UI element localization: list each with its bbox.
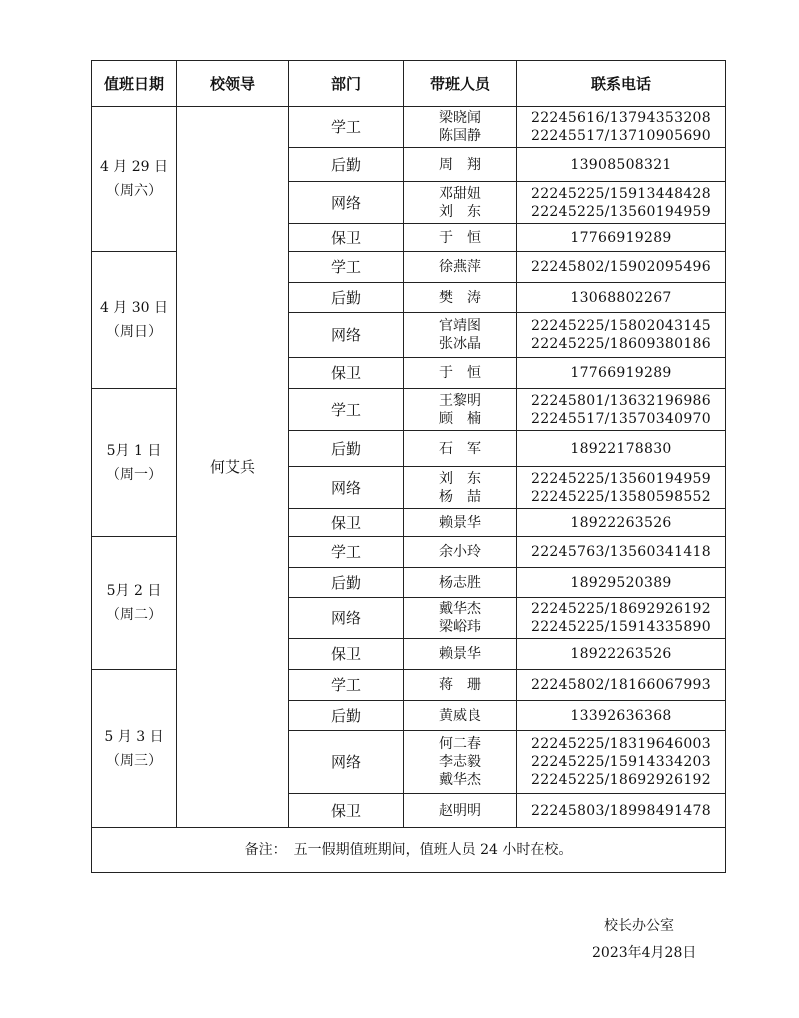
duty-staff-cell (404, 313, 517, 358)
contact-phone: 22245225/18692926192 (531, 772, 711, 788)
contact-phone: 22245225/13560194959 (531, 203, 711, 220)
duty-staff-cell (404, 731, 517, 794)
contact-phone-cell (517, 389, 726, 431)
department: 学工 (289, 107, 404, 148)
duty-staff-cell (404, 509, 517, 537)
department: 学工 (289, 670, 404, 701)
header-dept: 部门 (289, 61, 404, 107)
duty-staff-name: 樊 涛 (439, 289, 481, 306)
contact-phone: 22245517/13710905690 (531, 128, 711, 144)
duty-date: 4 月 29 日 (99, 159, 169, 175)
school-leader: 何艾兵 (177, 107, 289, 828)
contact-phone: 22245225/15914335890 (531, 619, 711, 635)
department: 学工 (289, 537, 404, 568)
contact-phone: 22245225/15913448428 (531, 185, 711, 202)
duty-date-cell (92, 389, 177, 537)
contact-phone-cell (517, 701, 726, 731)
department: 学工 (289, 252, 404, 283)
duty-staff-name: 顾 楠 (439, 410, 481, 427)
contact-phone-cell (517, 148, 726, 182)
department: 保卫 (289, 639, 404, 670)
contact-phone-cell (517, 670, 726, 701)
duty-staff-cell (404, 794, 517, 828)
contact-phone: 22245803/18998491478 (531, 802, 711, 819)
contact-phone-cell (517, 252, 726, 283)
header-leader: 校领导 (177, 61, 289, 107)
contact-phone: 22245225/15914334203 (531, 754, 711, 770)
contact-phone-cell (517, 358, 726, 389)
department: 网络 (289, 467, 404, 509)
duty-staff-name: 张冰晶 (439, 336, 481, 352)
contact-phone: 18922263526 (570, 514, 672, 531)
contact-phone: 22245801/13632196986 (531, 392, 711, 409)
contact-phone: 22245225/18609380186 (531, 336, 711, 352)
contact-phone: 22245225/15802043145 (531, 318, 711, 334)
table-header-row (92, 61, 726, 107)
duty-date-cell (92, 670, 177, 828)
department: 后勤 (289, 431, 404, 467)
remark-row (92, 828, 726, 873)
duty-staff-name: 杨志胜 (439, 574, 481, 591)
header-date: 值班日期 (92, 61, 177, 107)
duty-staff-name: 赖景华 (439, 646, 481, 662)
duty-staff-name: 梁晓闻 (439, 110, 481, 126)
duty-staff-cell (404, 701, 517, 731)
duty-staff-cell (404, 431, 517, 467)
header-phone: 联系电话 (517, 61, 726, 107)
duty-staff-cell (404, 670, 517, 701)
duty-staff-cell (404, 537, 517, 568)
contact-phone: 13392636368 (570, 707, 672, 724)
duty-staff-cell (404, 568, 517, 598)
duty-staff-name: 李志毅 (439, 754, 481, 770)
department: 后勤 (289, 148, 404, 182)
contact-phone: 17766919289 (570, 229, 672, 246)
contact-phone: 22245763/13560341418 (531, 544, 711, 560)
duty-staff-name: 余小玲 (439, 544, 481, 560)
contact-phone-cell (517, 182, 726, 224)
duty-weekday: （周三） (106, 752, 162, 769)
duty-date: 4 月 30 日 (99, 300, 169, 316)
duty-staff-cell (404, 598, 517, 639)
duty-staff-name: 王黎明 (439, 392, 481, 409)
contact-phone-cell (517, 537, 726, 568)
header-staff: 带班人员 (404, 61, 517, 107)
table-body (92, 107, 726, 828)
duty-staff-name: 石 军 (439, 440, 481, 457)
contact-phone-cell (517, 568, 726, 598)
department: 保卫 (289, 509, 404, 537)
duty-staff-cell (404, 639, 517, 670)
contact-phone: 22245225/18692926192 (531, 601, 711, 617)
duty-staff-name: 赖景华 (439, 514, 481, 531)
duty-staff-name: 于 恒 (439, 229, 481, 246)
contact-phone: 22245225/13580598552 (531, 488, 711, 505)
contact-phone-cell (517, 598, 726, 639)
issuing-office: 校长办公室 (604, 918, 674, 934)
contact-phone: 22245802/18166067993 (531, 677, 711, 693)
contact-phone: 13068802267 (570, 289, 672, 306)
contact-phone: 22245802/15902095496 (531, 259, 711, 275)
duty-staff-cell (404, 182, 517, 224)
duty-staff-name: 于 恒 (439, 365, 481, 381)
contact-phone: 13908508321 (570, 156, 672, 173)
duty-staff-name: 刘 东 (439, 470, 481, 487)
duty-date: 5 月 3 日 (104, 728, 164, 745)
duty-staff-cell (404, 224, 517, 252)
duty-weekday: （周一） (106, 466, 162, 483)
duty-staff-name: 陈国静 (439, 128, 481, 144)
contact-phone: 17766919289 (570, 365, 672, 381)
duty-staff-name: 官靖图 (439, 318, 481, 334)
duty-date-cell (92, 252, 177, 389)
table-row (92, 107, 726, 148)
department: 网络 (289, 313, 404, 358)
duty-weekday: （周二） (106, 607, 162, 623)
contact-phone-cell (517, 431, 726, 467)
department: 网络 (289, 598, 404, 639)
duty-staff-cell (404, 389, 517, 431)
contact-phone-cell (517, 509, 726, 537)
contact-phone-cell (517, 731, 726, 794)
contact-phone: 22245225/13560194959 (531, 470, 711, 487)
contact-phone-cell (517, 467, 726, 509)
contact-phone-cell (517, 313, 726, 358)
duty-date: 5月 2 日 (106, 583, 162, 599)
duty-staff-cell (404, 467, 517, 509)
duty-staff-name: 黄威良 (439, 707, 481, 724)
duty-staff-cell (404, 252, 517, 283)
contact-phone-cell (517, 107, 726, 148)
contact-phone: 18922178830 (570, 440, 672, 457)
contact-phone: 18922263526 (570, 646, 672, 662)
duty-staff-cell (404, 148, 517, 182)
duty-staff-name: 戴华杰 (439, 772, 481, 788)
duty-staff-cell (404, 358, 517, 389)
duty-staff-name: 刘 东 (439, 203, 481, 220)
duty-staff-name: 邓甜妞 (439, 185, 481, 202)
department: 保卫 (289, 794, 404, 828)
contact-phone-cell (517, 283, 726, 313)
duty-roster-table (91, 60, 726, 873)
duty-staff-cell (404, 107, 517, 148)
contact-phone-cell (517, 639, 726, 670)
duty-staff-name: 周 翔 (439, 156, 481, 173)
duty-weekday: （周日） (106, 324, 162, 340)
duty-staff-cell (404, 283, 517, 313)
duty-date-cell (92, 107, 177, 252)
contact-phone: 22245225/18319646003 (531, 736, 711, 752)
duty-date-cell (92, 537, 177, 670)
department: 后勤 (289, 568, 404, 598)
department: 后勤 (289, 701, 404, 731)
duty-weekday: （周六） (106, 183, 162, 199)
remark-text: 备注： 五一假期值班期间，值班人员 24 小时在校。 (92, 828, 726, 873)
contact-phone: 22245616/13794353208 (531, 110, 711, 126)
duty-staff-name: 杨 喆 (439, 488, 481, 505)
contact-phone-cell (517, 794, 726, 828)
contact-phone: 22245517/13570340970 (531, 410, 711, 427)
department: 保卫 (289, 358, 404, 389)
duty-staff-name: 蒋 珊 (439, 677, 481, 693)
department: 学工 (289, 389, 404, 431)
contact-phone: 18929520389 (570, 574, 672, 591)
department: 保卫 (289, 224, 404, 252)
duty-staff-name: 戴华杰 (439, 601, 481, 617)
contact-phone-cell (517, 224, 726, 252)
duty-staff-name: 赵明明 (439, 802, 481, 819)
duty-date: 5月 1 日 (106, 442, 162, 459)
duty-staff-name: 梁峪玮 (439, 619, 481, 635)
department: 后勤 (289, 283, 404, 313)
department: 网络 (289, 182, 404, 224)
issue-date: 2023年4月28日 (592, 945, 697, 961)
department: 网络 (289, 731, 404, 794)
duty-staff-name: 何二春 (439, 736, 481, 752)
duty-staff-name: 徐燕萍 (439, 259, 481, 275)
